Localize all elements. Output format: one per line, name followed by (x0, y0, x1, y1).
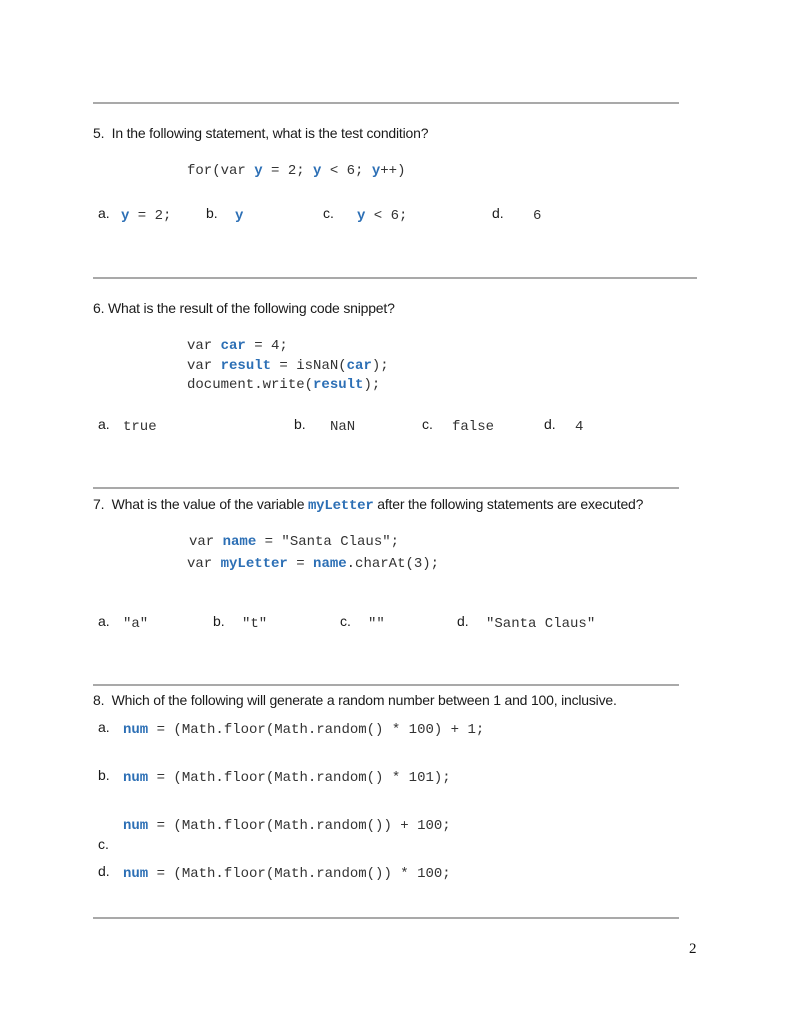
question-7-code-line-2 (187, 556, 439, 572)
q8-option-c (123, 818, 451, 834)
option-label-d: d. (544, 416, 556, 432)
q8-option-b (123, 770, 451, 786)
code-keyword: var (187, 556, 221, 572)
q7-option-a: "a" (123, 616, 149, 632)
code-text: = (Math.floor(Math.random()) + 100; (148, 818, 451, 834)
code-keyword: var (189, 534, 223, 550)
code-text: < 6; (321, 163, 372, 179)
question-5-code (187, 163, 406, 179)
question-8-text: 8. Which of the following will generate a random number between 1 and 100, inclusive. (93, 692, 617, 708)
code-text: ); (363, 377, 381, 393)
code-var-y: y (357, 208, 366, 224)
q7-option-d: "Santa Claus" (486, 616, 596, 632)
code-var: name (222, 534, 257, 550)
code-text: = isNaN( (271, 358, 347, 374)
code-text: ++) (380, 163, 406, 179)
option-label-c: c. (323, 205, 334, 221)
option-label-b: b. (294, 416, 306, 432)
q5-option-a (121, 208, 171, 224)
option-label-b: b. (98, 767, 110, 783)
code-keyword: var (187, 338, 221, 354)
question-7-code-line-1 (189, 534, 399, 550)
option-label-c: c. (98, 836, 109, 852)
code-text: = 2; (262, 163, 314, 179)
code-var: num (123, 818, 149, 834)
q7-option-b: "t" (242, 616, 268, 632)
divider (93, 277, 697, 279)
question-7-text (93, 496, 643, 514)
question-variable: myLetter (307, 498, 374, 514)
question-6-code-line-2 (187, 358, 389, 374)
code-var: name (313, 556, 347, 572)
divider (93, 684, 679, 686)
q6-option-c: false (452, 419, 495, 435)
code-var: num (123, 866, 149, 882)
q7-option-c: "" (368, 616, 385, 632)
question-text: 7. What is the value of the variable (93, 496, 308, 512)
option-label-b: b. (213, 613, 225, 629)
option-label-a: a. (98, 416, 110, 432)
option-label-d: d. (457, 613, 469, 629)
code-text: = 2; (129, 208, 172, 224)
page-number: 2 (689, 941, 697, 957)
code-var: myLetter (220, 556, 288, 572)
code-text: = (Math.floor(Math.random() * 100) + 1; (148, 722, 485, 738)
code-var: result (220, 358, 272, 374)
code-keyword: var (187, 358, 221, 374)
option-label-d: d. (98, 863, 110, 879)
code-var-y: y (121, 208, 130, 224)
code-text: = (Math.floor(Math.random() * 101); (148, 770, 451, 786)
option-label-b: b. (206, 205, 218, 221)
code-for-keyword: for(var (187, 163, 255, 179)
divider (93, 917, 679, 919)
question-5-text: 5. In the following statement, what is the test condition? (93, 125, 429, 141)
question-6-code-line-1 (187, 338, 288, 354)
option-label-d: d. (492, 205, 504, 221)
code-text: .charAt(3); (346, 556, 440, 572)
code-var: num (123, 770, 149, 786)
code-text: = 4; (245, 338, 288, 354)
option-label-a: a. (98, 205, 110, 221)
option-label-c: c. (422, 416, 433, 432)
code-text: = (287, 556, 314, 572)
question-6-code-line-3 (187, 377, 380, 393)
code-var-y: y (235, 208, 244, 224)
option-label-a: a. (98, 719, 110, 735)
code-text: ); (371, 358, 389, 374)
code-var: num (123, 722, 149, 738)
option-label-c: c. (340, 613, 351, 629)
option-label-a: a. (98, 613, 110, 629)
code-text: = "Santa Claus"; (256, 534, 400, 550)
code-var: car (220, 338, 246, 354)
code-text: < 6; (365, 208, 408, 224)
q8-option-d (123, 866, 451, 882)
q6-option-d: 4 (575, 419, 584, 435)
code-var: car (346, 358, 372, 374)
code-text: document.write( (187, 377, 314, 393)
q5-option-c (357, 208, 407, 224)
code-text: = (Math.floor(Math.random()) * 100; (148, 866, 451, 882)
q5-option-d: 6 (533, 208, 542, 224)
divider (93, 487, 679, 489)
code-var-y: y (371, 163, 381, 179)
code-var-y: y (313, 163, 322, 179)
q6-option-b: NaN (330, 419, 356, 435)
divider (93, 102, 679, 104)
q6-option-a: true (123, 419, 157, 435)
code-var-y: y (254, 163, 263, 179)
code-var: result (313, 377, 364, 393)
question-6-text: 6. What is the result of the following code snippet? (93, 300, 395, 316)
question-text: after the following statements are executed? (373, 496, 644, 512)
q5-option-b (235, 208, 243, 224)
q8-option-a (123, 722, 484, 738)
